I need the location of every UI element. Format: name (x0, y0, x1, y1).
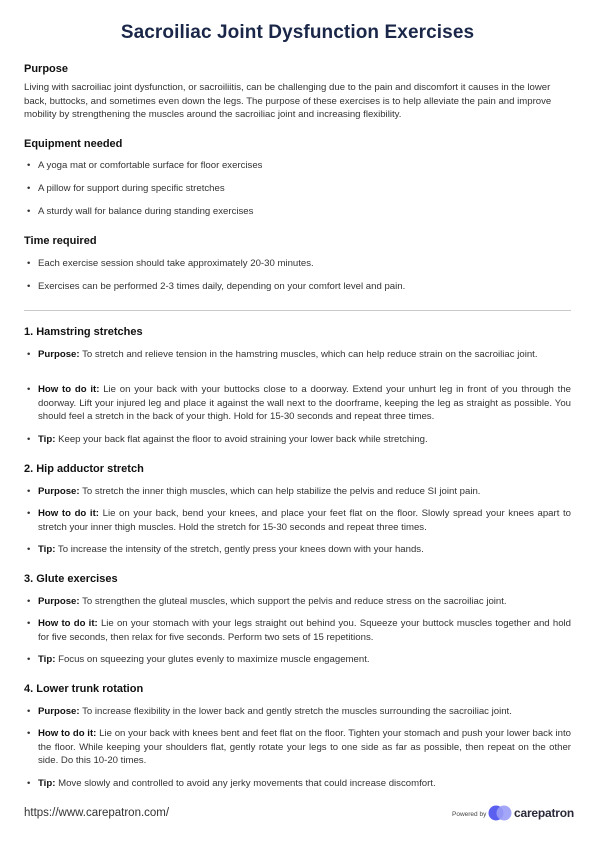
exercise-purpose: • Purpose: To stretch the inner thigh muscles, which can help stabilize the pelvis and reduce SI joint pain. (27, 486, 481, 497)
exercise-tip: • Tip: Keep your back flat against the floor to avoid straining your lower back while stretching. (27, 434, 428, 445)
purpose-text: Living with sacroiliac joint dysfunction, or sacroiliitis, can be challenging due to the pain and discomfort it causes in the lower back, buttocks, and sometimes even down the legs. The purpose of these exercises is to help alleviate the pain and improve mobility by strengthening the muscles around the sacroiliac joint and increasing flexibility. (24, 82, 552, 120)
exercise-how: • How to do it: Lie on your back with your buttocks close to a doorway. Extend your unhurt leg in front of you through the doorway. Lift your injured leg and place it against the wall next to the doorframe, keeping the leg as straight as possible. You should feel a stretch in the back of your thigh. Hold for 15-30 seconds and repeat three times. (27, 384, 572, 422)
exercise-title: 3. Glute exercises (24, 573, 118, 585)
purpose-heading: Purpose (24, 63, 69, 75)
time-item: • Exercises can be performed 2-3 times daily, depending on your comfort level and pain. (27, 281, 406, 292)
equipment-item: • A yoga mat or comfortable surface for floor exercises (27, 160, 263, 171)
exercise-title: 4. Lower trunk rotation (24, 683, 144, 695)
equipment-item: • A pillow for support during specific stretches (27, 183, 225, 194)
time-item: • Each exercise session should take approximately 20-30 minutes. (27, 258, 314, 269)
exercise-title: 2. Hip adductor stretch (24, 463, 144, 475)
exercise-how: • How to do it: Lie on your back, bend your knees, and place your feet flat on the floor. Slowly spread your knees apart to stretch your inner thigh muscles. Hold the stretch for 15-30 seconds and repeat three times. (27, 508, 572, 533)
exercise-purpose: • Purpose: To stretch and relieve tension in the hamstring muscles, which can help reduce strain on the sacroiliac joint. (27, 349, 538, 360)
exercise-purpose: • Purpose: To increase flexibility in the lower back and gently stretch the muscles surrounding the sacroiliac joint. (27, 706, 512, 717)
exercise-title: 1. Hamstring stretches (24, 326, 143, 338)
brand-name: carepatron (514, 806, 575, 820)
exercise-tip: • Tip: To increase the intensity of the stretch, gently press your knees down with your hands. (27, 544, 424, 555)
time-heading: Time required (24, 235, 97, 247)
powered-by-label: Powered by (452, 811, 487, 818)
page-title: Sacroiliac Joint Dysfunction Exercises (120, 22, 475, 43)
section-divider (24, 310, 571, 311)
carepatron-logo-icon (488, 804, 512, 822)
exercise-how: • How to do it: Lie on your back with knees bent and feet flat on the floor. Tighten your stomach and push your lower back into the floor. While keeping your shoulders flat, gently rotate your legs to one side as far as possible, then repeat on the other side. Do this 10-20 times. (27, 728, 571, 766)
equipment-item: • A sturdy wall for balance during standing exercises (27, 206, 254, 217)
exercise-how: • How to do it: Lie on your stomach with your legs straight out behind you. Squeeze your buttock muscles together and hold for five seconds, then relax for five seconds. Perform two sets of 15 repetitions. (27, 618, 571, 643)
exercise-purpose: • Purpose: To strengthen the gluteal muscles, which support the pelvis and reduce stress on the sacroiliac joint. (27, 596, 507, 607)
exercise-tip: • Tip: Focus on squeezing your glutes evenly to maximize muscle engagement. (27, 654, 370, 665)
exercise-tip: • Tip: Move slowly and controlled to avoid any jerky movements that could increase discomfort. (27, 778, 436, 789)
footer-link[interactable]: https://www.carepatron.com/ (24, 807, 170, 819)
equipment-heading: Equipment needed (24, 138, 123, 150)
